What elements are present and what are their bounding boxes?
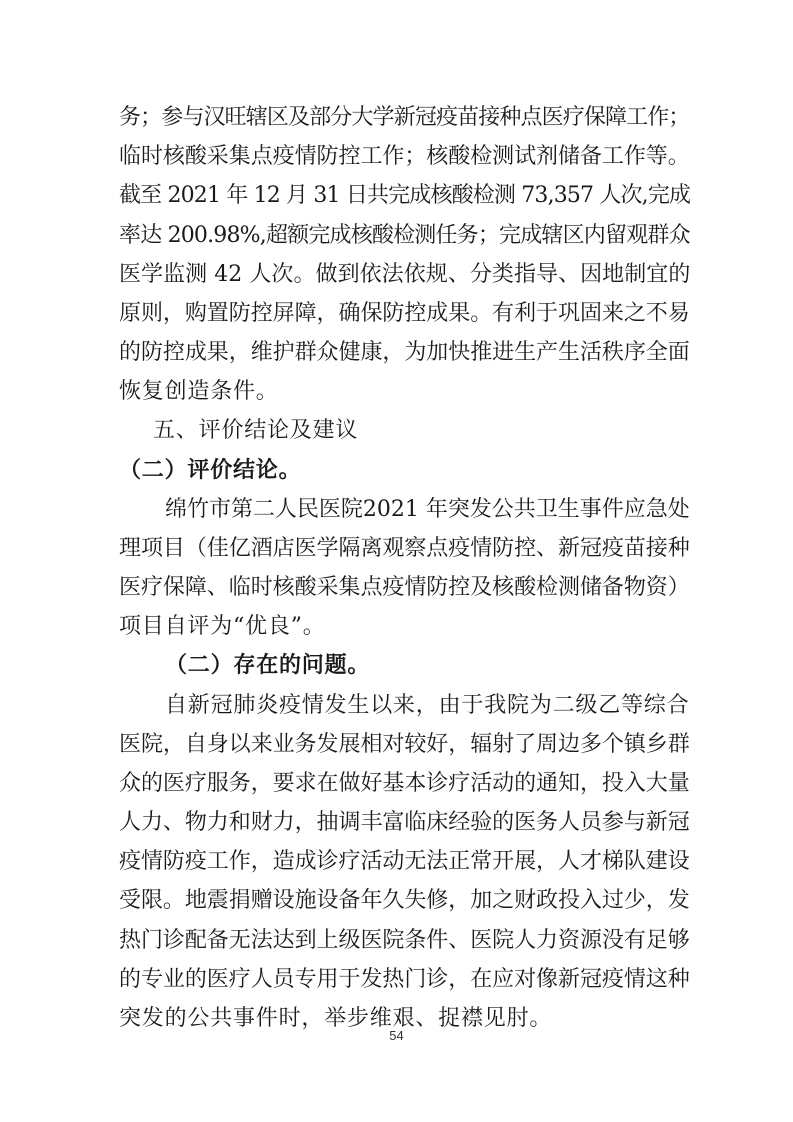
problem-line: 医院，自身以来业务发展相对较好，辐射了周边多个镇乡群	[119, 732, 690, 757]
problem-line: 众的医疗服务，要求在做好基本诊疗活动的通知，投入大量	[119, 771, 690, 796]
page-number: 54	[389, 1028, 404, 1043]
problem-line: 热门诊配备无法达到上级医院条件、医院人力资源没有足够	[119, 928, 690, 953]
problem-line: 受限。地震捐赠设施设备年久失修，加之财政投入过少，发	[119, 888, 690, 913]
subheading-conclusion: （二）评价结论。	[119, 458, 302, 483]
section-heading: 五、评价结论及建议	[153, 418, 359, 443]
body-line: 恢复创造条件。	[119, 379, 279, 404]
conclusion-line: 项目自评为“优良”。	[119, 614, 326, 639]
problem-line: 自新冠肺炎疫情发生以来，由于我院为二级乙等综合	[165, 693, 690, 718]
problem-line: 的专业的医疗人员专用于发热门诊，在应对像新冠疫情这种	[119, 967, 690, 992]
subheading-problems: （二）存在的问题。	[165, 653, 371, 678]
conclusion-line: 医疗保障、临时核酸采集点疫情防控及核酸检测储备物资）	[119, 575, 690, 600]
conclusion-line: 绵竹市第二人民医院2021 年突发公共卫生事件应急处	[165, 497, 690, 522]
body-line: 的防控成果，维护群众健康，为加快推进生产生活秩序全面	[119, 340, 690, 365]
body-line: 临时核酸采集点疫情防控工作；核酸检测试剂储备工作等。	[119, 144, 690, 169]
problem-line: 人力、物力和财力，抽调丰富临床经验的医务人员参与新冠	[119, 810, 690, 835]
body-line: 截至 2021 年 12 月 31 日共完成核酸检测 73,357 人次,完成	[119, 183, 691, 208]
body-line: 率达 200.98%,超额完成核酸检测任务；完成辖区内留观群众	[119, 223, 690, 248]
problem-line: 突发的公共事件时，举步维艰、捉襟见肘。	[119, 1006, 553, 1031]
conclusion-line: 理项目（佳亿酒店医学隔离观察点疫情防控、新冠疫苗接种	[119, 536, 690, 561]
body-line: 医学监测 42 人次。做到依法依规、分类指导、因地制宜的	[119, 262, 691, 287]
problem-line: 疫情防疫工作，造成诊疗活动无法正常开展，人才梯队建设	[119, 849, 690, 874]
body-line: 原则，购置防控屏障，确保防控成果。有利于巩固来之不易	[119, 301, 690, 326]
body-line: 务；参与汉旺辖区及部分大学新冠疫苗接种点医疗保障工作；	[119, 105, 690, 130]
